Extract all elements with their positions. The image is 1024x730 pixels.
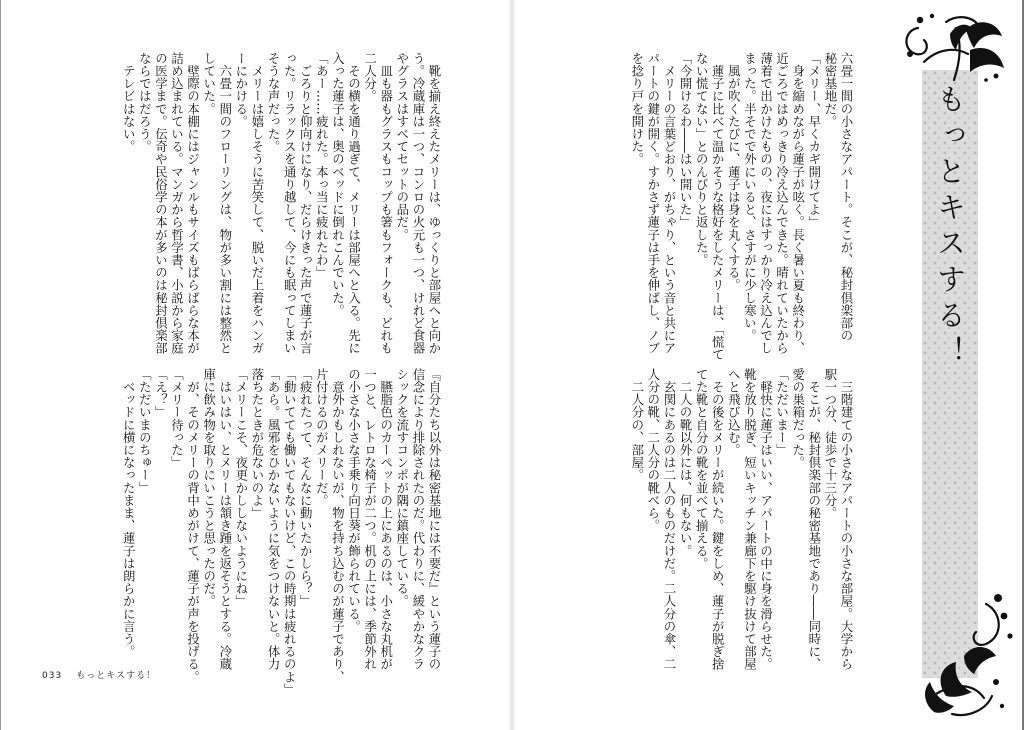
text-line: 二人分の、部屋。 xyxy=(629,368,645,482)
text-line: った。リラックスを通り越して、今にも眠ってしまい xyxy=(282,52,298,355)
text-line: 信念により排除されたのだ。代わりに、緩やかなクラ xyxy=(410,368,426,671)
text-line: 『自分たち以外は秘密基地には不要だ』という蓮子の xyxy=(427,368,442,671)
book-gutter xyxy=(508,0,516,730)
text-line: メリーの言葉どおり、がちゃり、という音と共にア xyxy=(661,52,677,355)
chapter-title: もっとキスする！ xyxy=(933,84,967,372)
page-number: 033 xyxy=(42,671,63,681)
text-line: まった。半そでで外にいると、さすがに少し寒い。 xyxy=(742,52,758,342)
text-line: メリーは嬉しそうに苦笑して、脱いだ上着をハンガ xyxy=(249,52,265,355)
text-line: 駅一つ分、徒歩で十三分。 xyxy=(822,368,838,520)
flourish-ornament-top xyxy=(896,10,1012,86)
text-line: 愛の巣箱だった。 xyxy=(790,368,806,469)
text-line: はいはい、とメリーは頷き踵を返そうとする。冷蔵 xyxy=(217,368,233,671)
text-line: 庫に飲み物を取りにいこうと思ったのだ。 xyxy=(201,368,217,608)
text-line: 三階建ての小さなアパートの小さな部屋。大学から xyxy=(839,368,854,671)
text-line: 六畳一間の小さなアパート。そこが、秘封倶楽部の xyxy=(839,52,854,342)
text-line: ベッドに横になったまま、蓮子は朗らかに言う。 xyxy=(121,368,137,658)
text-line: 二人の靴以外には、何もない。 xyxy=(678,368,694,557)
text-line: 意外かもしれないが、物を持ち込むのが蓮子であり、 xyxy=(330,368,346,683)
text-line: 軽快に蓮子はいい、アパートの中に身を滑らせた。 xyxy=(758,368,774,671)
text-line: 近ごろではめっきり冷え込んできた。晴れていたから xyxy=(774,52,790,355)
text-line: 「ただいまー」 xyxy=(774,368,790,457)
text-line: が、そのメリーの背中めがけて、蓮子が声を投げる。 xyxy=(185,368,201,683)
text-line: シックを流すコンポが隅に鎮座している。 xyxy=(394,368,410,608)
text-line: へと飛び込む。 xyxy=(726,368,742,457)
right-page-lower-block xyxy=(629,368,854,671)
page-footer xyxy=(42,668,170,681)
text-line: 「ただいまのちゅー」 xyxy=(137,368,153,494)
page-edge-left xyxy=(0,0,1,730)
text-line: 風が吹くたびに、蓮子は身を丸くする。 xyxy=(726,52,742,292)
text-line: 臙脂色のカーペットの上にあるのは、小さな丸机が xyxy=(378,368,394,671)
text-line: 「え？」 xyxy=(153,368,169,419)
text-line: ならではだろう。 xyxy=(137,52,153,153)
text-line: 「動いてても働いてもないけど、この時期は疲れるのよ」 xyxy=(282,368,298,696)
text-line: パートの鍵が開く。すかさず蓮子は手を伸ばし、ノブ xyxy=(645,52,661,355)
text-line: 片付けるのがメリーだ。 xyxy=(314,368,330,507)
text-line: ごろりと仰向けになり、だらけきった声で蓮子が言 xyxy=(298,52,314,355)
text-line: てた靴と自分の靴を並べて揃える。 xyxy=(694,368,710,570)
text-line: う。冷蔵庫は一つ、コンロの火元も一つ、けれど食器 xyxy=(410,52,426,355)
text-line: 靴を揃え終えたメリーは、ゆっくりと部屋へと向か xyxy=(427,52,442,355)
text-line: その後をメリーが続いた。鍵をしめ、蓮子が脱ぎ捨 xyxy=(710,368,726,671)
text-line: 「今開けるわ――はい開いた」 xyxy=(678,52,694,229)
text-line: ーにかける。 xyxy=(233,52,249,128)
text-line: 六畳一間のフローリングは、物が多い割には整然と xyxy=(217,52,233,355)
text-line: を捻り戸を開けた。 xyxy=(629,52,645,166)
text-line: 「あー……疲れた。本っ当に疲れたわ」 xyxy=(314,52,330,279)
text-line: そうな声だった。 xyxy=(266,52,282,153)
left-page-upper-block xyxy=(120,52,442,355)
text-line: そこが、秘封倶楽部の秘密基地であり――同時に、 xyxy=(806,368,822,671)
text-line: 「疲れたって、そんなに動いたかしら？」 xyxy=(298,368,314,608)
text-line: 身を縮めながら蓮子が呟く。長く暑い夏も終わり、 xyxy=(790,52,806,355)
text-line: 「あら。風邪をひかないように気をつけないと。体力 xyxy=(266,368,282,671)
text-line: 「メリーこそ、夜更かししないようにね」 xyxy=(233,368,249,608)
text-line: 落ちたときが危ないのよ」 xyxy=(249,368,265,520)
text-line: 玄関にあるのは二人のものだけだ。二人分の傘、二 xyxy=(661,368,677,671)
text-line: の小さな小さな手乗り向日葵が飾られている。 xyxy=(346,368,362,633)
text-line: ない慌てない」とのんびりと返した。 xyxy=(694,52,710,267)
text-line: 蓮子に比べて温かそうな格好をしたメリーは、「慌て xyxy=(710,52,726,361)
text-line: 二人分。 xyxy=(362,52,378,103)
text-line: していた。 xyxy=(201,52,217,115)
text-line: 壁際の本棚にはジャンルもサイズもばらばらな本が xyxy=(185,52,201,355)
right-page-upper-block xyxy=(629,52,854,361)
text-line: やグラスはすべてセットの品だ。 xyxy=(394,52,410,241)
text-line: 入った蓮子は、奥のベッドに倒れこんでいた。 xyxy=(330,52,346,317)
text-line: の医学まで。伝奇や民俗学の本が多いのは秘封倶楽部 xyxy=(153,52,169,355)
text-line: 詰め込まれている。マンガから哲学書、小説から家庭 xyxy=(169,52,185,355)
text-line: その横を通り過ぎて、メリーは部屋へと入る。先に xyxy=(346,52,362,355)
left-page-lower-block xyxy=(120,368,442,696)
text-line: 皿も器もグラスもコップも箸もフォークも、どれも xyxy=(378,52,394,355)
running-title: もっとキスする！ xyxy=(76,671,157,681)
text-line: 「メリー待った」 xyxy=(169,368,185,469)
text-line: 「メリー、早くカギ開けてよ」 xyxy=(806,52,822,229)
text-line: テレビはない。 xyxy=(121,52,137,153)
flourish-ornament-bottom xyxy=(916,586,1016,726)
text-line: 靴を放り脱ぎ、短いキッチン兼廊下を駆け抜けて部屋 xyxy=(742,368,758,671)
text-line: 薄着で出かけたものの、夜にはすっかり冷え込んでし xyxy=(758,52,774,355)
text-line: 秘密基地だ。 xyxy=(822,52,838,128)
text-line: 一つと、レトロな椅子が二つ。机の上には、季節外れ xyxy=(362,368,378,671)
text-line: 人分の靴、二人分の靴べら。 xyxy=(645,368,661,532)
